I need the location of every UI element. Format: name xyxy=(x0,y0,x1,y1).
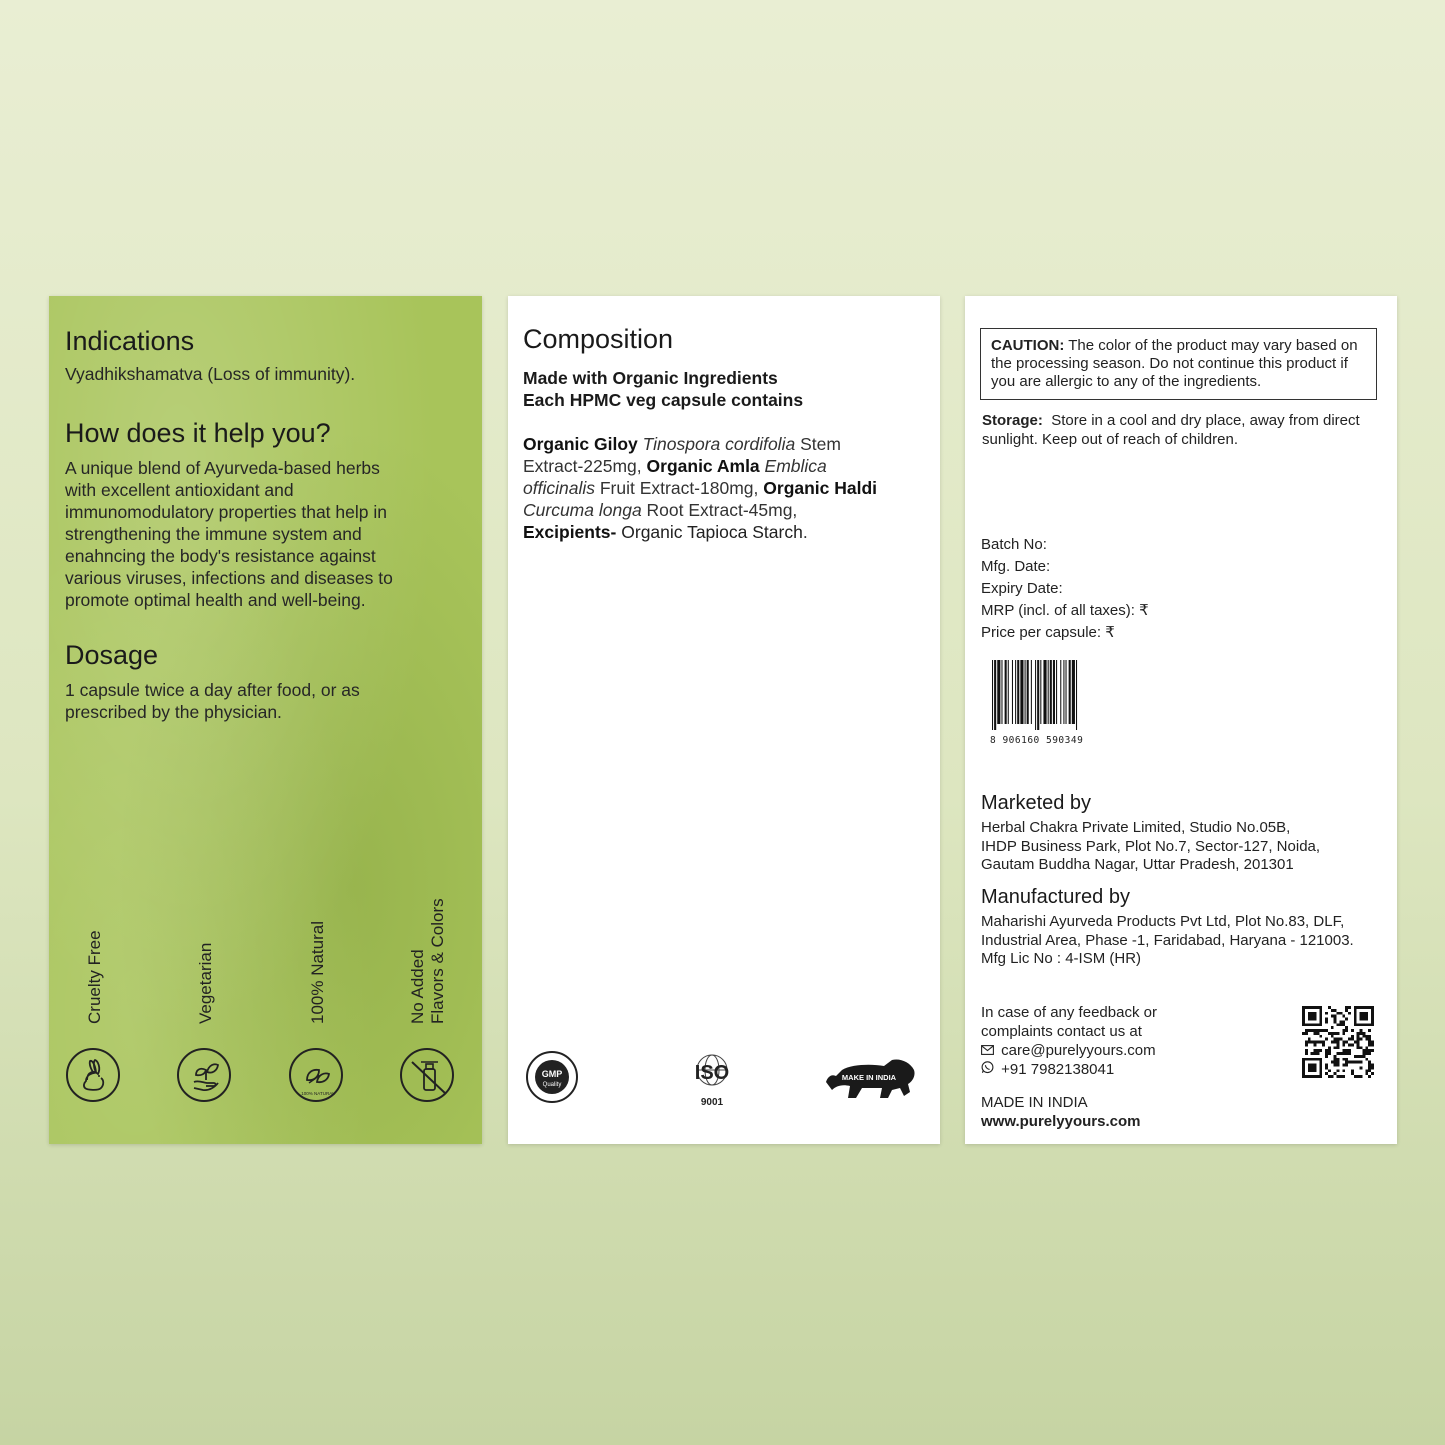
phone-link[interactable]: +91 7982138041 xyxy=(1001,1060,1115,1078)
contact-section xyxy=(981,1004,1281,1131)
qr-code-modules xyxy=(1302,1006,1374,1078)
dosage-line: prescribed by the physician. xyxy=(65,702,282,722)
badge-label-natural: 100% Natural xyxy=(308,920,327,1024)
iso-number: 9001 xyxy=(700,1097,724,1108)
indications-title: Indications xyxy=(65,326,195,356)
barcode xyxy=(990,660,1105,746)
make-in-india-logo xyxy=(822,1056,918,1102)
composition-sub1: Made with Organic Ingredients xyxy=(523,368,778,388)
help-text xyxy=(65,457,445,611)
giloy-part: Stem xyxy=(800,434,841,454)
help-line: various viruses, infections and diseases to xyxy=(65,568,393,588)
excipients-label: Excipients- xyxy=(523,522,617,542)
ingredient-line xyxy=(523,455,928,477)
caution-box xyxy=(980,328,1377,400)
address-line: Herbal Chakra Private Limited, Studio No.05B, xyxy=(981,819,1291,836)
indications-text: Vyadhikshamatva (Loss of immunity). xyxy=(65,364,356,384)
giloy-latin: Tinospora cordifolia xyxy=(642,434,796,454)
field-price: Price per capsule: ₹ xyxy=(981,624,1115,641)
field-mrp: MRP (incl. of all taxes): ₹ xyxy=(981,602,1149,619)
rabbit-icon xyxy=(66,1048,120,1102)
email-link[interactable]: care@purelyyours.com xyxy=(1001,1042,1156,1059)
marketed-address xyxy=(981,819,1386,875)
marketed-title: Marketed by xyxy=(981,792,1092,814)
giloy-extract: Extract-225mg, xyxy=(523,456,642,476)
indications-section xyxy=(65,326,445,385)
amla-extract: Fruit Extract-180mg, xyxy=(599,478,759,498)
leaf-hand-icon xyxy=(177,1048,231,1102)
made-in-india-text: MADE IN INDIA xyxy=(981,1094,1088,1111)
composition-sub2: Each HPMC veg capsule contains xyxy=(523,390,804,410)
dosage-title: Dosage xyxy=(65,640,159,670)
amla-name: Organic Amla xyxy=(646,456,760,476)
feedback-line: In case of any feedback or xyxy=(981,1004,1157,1021)
address-line: Maharishi Ayurveda Products Pvt Ltd, Plot No.83, DLF, xyxy=(981,913,1345,930)
amla-latin: Emblica xyxy=(764,456,827,476)
feedback-line: complaints contact us at xyxy=(981,1022,1142,1040)
storage-text xyxy=(982,412,1382,449)
ingredient-line xyxy=(523,499,928,521)
mail-icon xyxy=(981,1042,997,1061)
help-title: How does it help you? xyxy=(65,418,331,448)
badge-label-no-added xyxy=(408,898,448,1024)
address-line: Mfg Lic No : 4-ISM (HR) xyxy=(981,950,1142,967)
help-line: A unique blend of Ayurveda-based herbs xyxy=(65,458,380,478)
barcode-number: 8 906160 590349 xyxy=(990,735,1084,746)
ingredient-line xyxy=(523,477,928,499)
dosage-text xyxy=(65,679,445,723)
no-bottle-icon xyxy=(400,1048,454,1102)
product-fields xyxy=(981,534,1149,644)
gmp-logo xyxy=(525,1050,579,1104)
composition-title: Composition xyxy=(523,324,674,354)
composition-section xyxy=(523,324,928,543)
badge-label-vegetarian: Vegetarian xyxy=(196,942,215,1024)
iso-text: ISO xyxy=(694,1062,730,1084)
qr-code[interactable] xyxy=(1302,1006,1374,1078)
info-panel xyxy=(965,296,1397,1144)
help-line: with excellent antioxidant and xyxy=(65,480,294,500)
excipients-value: Organic Tapioca Starch xyxy=(621,522,803,542)
phone-row xyxy=(981,1061,1281,1080)
field-mfg-date: Mfg. Date: xyxy=(981,558,1051,575)
dosage-section xyxy=(65,640,445,723)
dosage-line: 1 capsule twice a day after food, or as xyxy=(65,680,360,700)
excipients-end: . xyxy=(802,522,808,542)
leaves-icon xyxy=(289,1048,343,1102)
storage-value: Store in a cool and dry place, away from direct sunlight. Keep out of reach of children. xyxy=(982,412,1360,448)
manufactured-section xyxy=(981,886,1391,969)
caution-label: CAUTION: xyxy=(991,337,1065,354)
address-line: Gautam Buddha Nagar, Uttar Pradesh, 201301 xyxy=(981,856,1294,873)
help-line: immunomodulatory properties that help in xyxy=(65,502,387,522)
haldi-latin: Curcuma longa xyxy=(523,500,642,520)
badge-label-line: No Added xyxy=(408,949,427,1024)
haldi-extract: Root Extract-45mg, xyxy=(646,500,798,520)
email-row xyxy=(981,1042,1281,1061)
marketed-section xyxy=(981,792,1386,875)
caution-text: The color of the product may vary based on the processing season. Do not continue this product if you are allergic to any of the ingredients. xyxy=(991,337,1358,390)
make-in-india-text: MAKE IN INDIA xyxy=(841,1073,897,1082)
help-section xyxy=(65,418,445,611)
help-line: promote optimal health and well-being. xyxy=(65,590,366,610)
help-line: strengthening the immune system and xyxy=(65,524,362,544)
composition-panel xyxy=(508,296,940,1144)
website-link[interactable]: www.purelyyours.com xyxy=(981,1112,1141,1130)
help-line: enahncing the body's resistance against xyxy=(65,546,376,566)
address-line: Industrial Area, Phase -1, Faridabad, Haryana - 121003. xyxy=(981,931,1354,949)
whatsapp-icon xyxy=(981,1061,997,1080)
ingredients-text xyxy=(523,433,928,543)
iso-logo xyxy=(682,1048,742,1108)
barcode-bars xyxy=(990,660,1114,730)
indications-panel xyxy=(49,296,482,1144)
gmp-sub: Quality xyxy=(542,1082,562,1088)
gmp-text: GMP xyxy=(541,1069,563,1079)
address-line: IHDP Business Park, Plot No.7, Sector-127, Noida, xyxy=(981,837,1321,855)
amla-latin: officinalis xyxy=(523,478,595,498)
badge-label-line: Flavors & Colors xyxy=(428,898,447,1024)
field-expiry: Expiry Date: xyxy=(981,580,1063,597)
ingredient-line xyxy=(523,433,928,455)
manufactured-address xyxy=(981,913,1391,969)
field-batch: Batch No: xyxy=(981,536,1047,553)
manufactured-title: Manufactured by xyxy=(981,886,1130,908)
giloy-name: Organic Giloy xyxy=(523,434,638,454)
ring-text: 100% NATURAL xyxy=(301,1091,335,1096)
haldi-name: Organic Haldi xyxy=(763,478,878,498)
ingredient-line xyxy=(523,521,928,543)
badge-label-cruelty-free: Cruelty Free xyxy=(85,930,104,1024)
storage-label: Storage: xyxy=(982,412,1043,429)
